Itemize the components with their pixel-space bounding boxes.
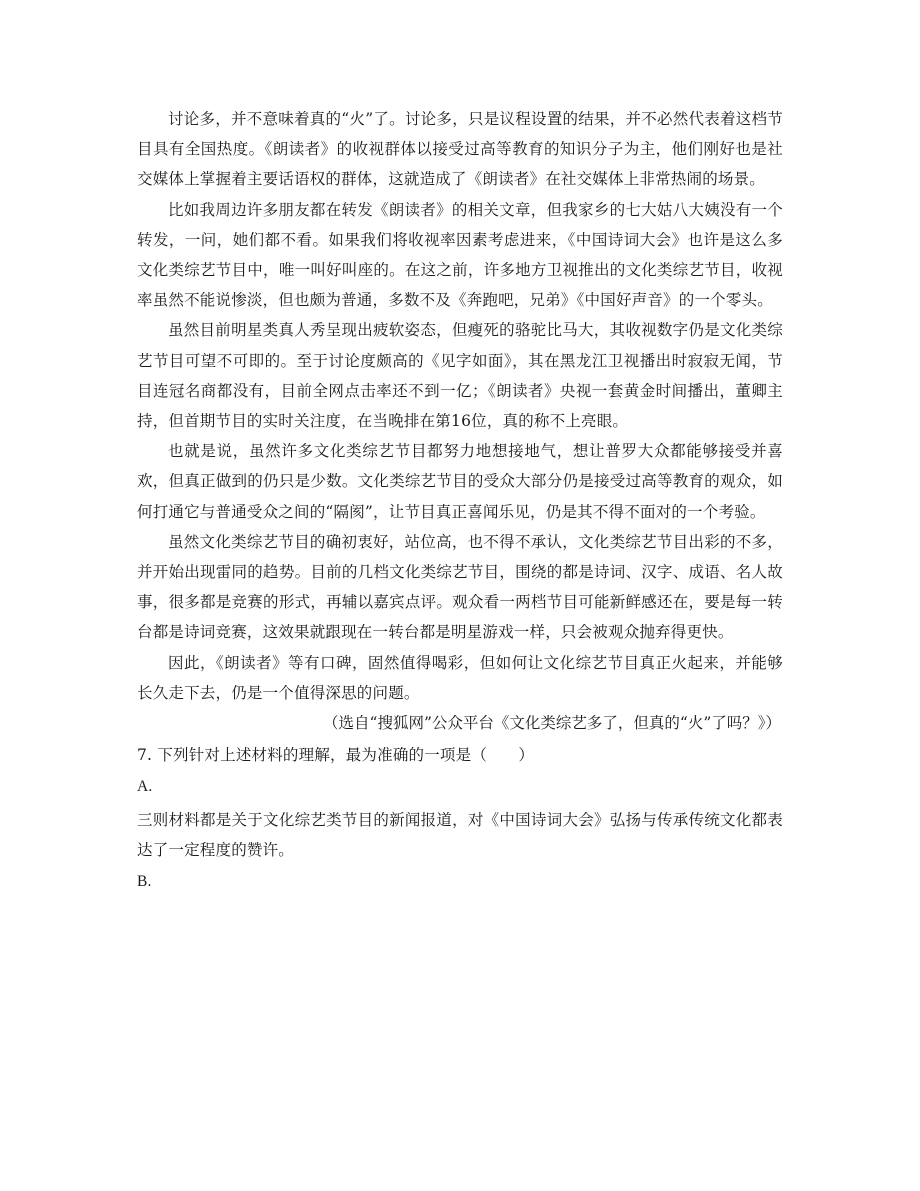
option-b-label: B.	[137, 873, 152, 891]
article-paragraph-3: 虽然目前明星类真人秀呈现出疲软姿态，但瘦死的骆驼比马大，其收视数字仍是文化类综艺节目可望不可即的。至于讨论度颇高的《见字如面》，其在黑龙江卫视播出时寂寂无闻，节目连冠名商都没有，目前全网点击率还不到一亿；《朗读者》央视一套黄金时间播出，董卿主持，但首期节目的实时关注度，在当晚排在第16位，真的称不上亮眼。	[137, 321, 783, 431]
article-paragraph-6: 因此，《朗读者》等有口碑，固然值得喝彩，但如何让文化综艺节目真正火起来，并能够长久走下去，仍是一个值得深思的问题。	[137, 653, 783, 702]
article-paragraph-2: 比如我周边许多朋友都在转发《朗读者》的相关文章，但我家乡的七大姑八大姨没有一个转发，一问，她们都不看。如果我们将收视率因素考虑进来，《中国诗词大会》也许是这么多文化类综艺节目中，唯一叫好叫座的。在这之前，许多地方卫视推出的文化类综艺节目，收视率虽然不能说惨淡，但也颇为普通，多数不及《奔跑吧，兄弟》《中国好声音》的一个零头。	[137, 200, 783, 310]
article-paragraph-1: 讨论多，并不意味着真的“火”了。讨论多，只是议程设置的结果，并不必然代表着这档节目具有全国热度。《朗读者》的收视群体以接受过高等教育的知识分子为主，他们刚好也是社交媒体上掌握着主要话语权的群体，这就造成了《朗读者》在社交媒体上非常热闹的场景。	[137, 110, 783, 189]
article-body	[137, 104, 783, 897]
option-a-label: A.	[137, 778, 153, 796]
article-paragraph-4: 也就是说，虽然许多文化类综艺节目都努力地想接地气，想让普罗大众都能够接受并喜欢，但真正做到的仍只是少数。文化类综艺节目的受众大部分仍是接受过高等教育的观众，如何打通它与普通受众之间的“隔阂”，让节目真正喜闻乐见，仍是其不得不面对的一个考验。	[137, 442, 783, 521]
option-a-text: 三则材料都是关于文化综艺类节目的新闻报道，对《中国诗词大会》弘扬与传承传统文化都表达了一定程度的赞许。	[137, 810, 783, 859]
question-stem: 7. 下列针对上述材料的理解，最为准确的一项是（ ）	[137, 746, 535, 765]
article-paragraph-5: 虽然文化类综艺节目的确初衷好，站位高，也不得不承认，文化类综艺节目出彩的不多，并开始出现雷同的趋势。目前的几档文化类综艺节目，围绕的都是诗词、汉字、成语、名人故事，很多都是竞赛的形式，再辅以嘉宾点评。观众看一两档节目可能新鲜感还在，要是每一转台都是诗词竞赛，这效果就跟现在一转台都是明星游戏一样，只会被观众抛弃得更快。	[137, 532, 783, 642]
article-source: （选自“搜狐网”公众平台《文化类综艺多了，但真的“火”了吗？》）	[323, 714, 781, 733]
